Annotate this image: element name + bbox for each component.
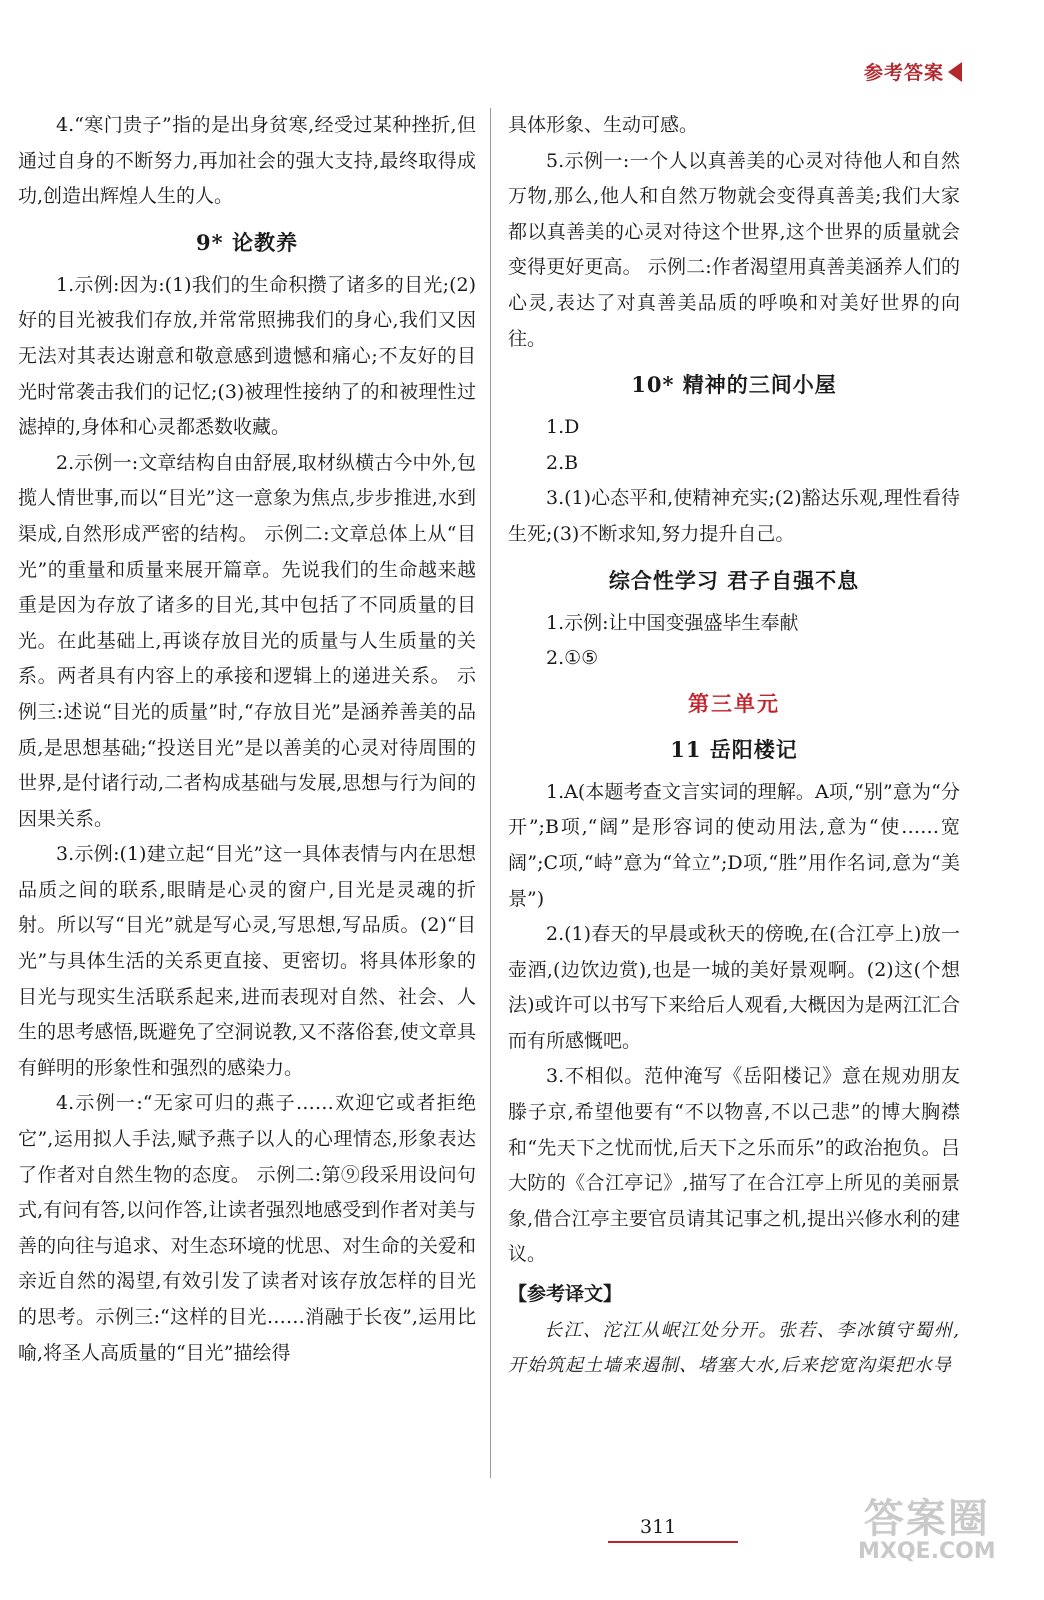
- left-column: [18, 108, 476, 1371]
- comprehensive-study-heading: 综合性学习 君子自强不息: [608, 567, 860, 593]
- answer-paragraph: 4.示例一:“无家可归的燕子……欢迎它或者拒绝它”,运用拟人手法,赋予燕子以人的心理情态,形象表达了作者对自然生物的态度。 示例二:第⑨段采用设问句式,有问有答,以问作答,让读者强烈地感受到作者对美与善的向往与追求、对生态环境的忧思、对生命的关爱和亲近自然的渴望,有效引发了读者对该存放怎样的目光的思考。示例三:“这样的目光……消融于长夜”,运用比喻,将圣人高质量的“目光”描绘得: [18, 1092, 476, 1364]
- lesson-heading-9: 9* 论教养: [196, 229, 298, 255]
- triangle-marker-icon: [948, 62, 962, 82]
- answer-paragraph: 1.示例:因为:(1)我们的生命积攒了诸多的目光;(2)好的目光被我们存放,并常常照拂我们的身心,我们又因无法对其表达谢意和敬意感到遗憾和痛心;不友好的目光时常袭击我们的记忆;(3)被理性接纳了的和被理性过滤掉的,身体和心灵都悉数收藏。: [18, 273, 476, 439]
- page-number-underline: [608, 1541, 738, 1543]
- watermark-url: MXQE.COM: [858, 1539, 996, 1564]
- answer-paragraph: 3.(1)心态平和,使精神充实;(2)豁达乐观,理性看待生死;(3)不断求知,努力提升自己。: [508, 487, 960, 545]
- lesson-heading-10: 10* 精神的三间小屋: [631, 372, 837, 398]
- column-divider: [490, 108, 491, 1478]
- page-header: [864, 58, 962, 85]
- watermark-logo: 答案圈: [863, 1496, 990, 1542]
- answer-paragraph: 1.A(本题考查文言实词的理解。A项,“别”意为“分开”;B项,“阔”是形容词的使动用法,意为“使……宽阔”;C项,“峙”意为“耸立”;D项,“胜”用作名词,意为“美景”): [508, 780, 960, 910]
- answer-paragraph: 具体形象、生动可感。: [508, 114, 699, 136]
- answer-paragraph: 3.示例:(1)建立起“目光”这一具体表情与内在思想品质之间的联系,眼睛是心灵的窗户,目光是灵魂的折射。所以写“目光”就是写心灵,写思想,写品质。(2)“目光”与具体生活的关系更直接、更密切。将具体形象的目光与现实生活联系起来,进而表现对自然、社会、人生的思考感悟,既避免了空洞说教,又不落俗套,使文章具有鲜明的形象性和强烈的感染力。: [18, 843, 476, 1079]
- answer-paragraph: 2.①⑤: [546, 647, 599, 670]
- answer-paragraph: 3.不相似。范仲淹写《岳阳楼记》意在规劝朋友滕子京,希望他要有“不以物喜,不以己悲”的博大胸襟和“先天下之忧而忧,后天下之乐而乐”的政治抱负。吕大防的《合江亭记》,描写了在合江亭上所见的美丽景象,借合江亭主要官员请其记事之机,提出兴修水利的建议。: [508, 1065, 960, 1266]
- translation-text: 长江、沱江从岷江处分开。张若、李冰镇守蜀州,开始筑起土墙来遏制、堵塞大水,后来挖宽沟渠把水导: [508, 1319, 960, 1377]
- watermark: [858, 1498, 996, 1563]
- right-column: [508, 108, 960, 1384]
- translation-label: 【参考译文】: [508, 1283, 623, 1306]
- answer-paragraph: 2.示例一:文章结构自由舒展,取材纵横古今中外,包揽人情世事,而以“目光”这一意象为焦点,步步推进,水到渠成,自然形成严密的结构。 示例二:文章总体上从“目光”的重量和质量来展开篇章。先说我们的生命越来越重是因为存放了诸多的目光,其中包括了不同质量的目光。在此基础上,再谈存放目光的质量与人生质量的关系。两者具有内容上的承接和逻辑上的递进关系。 示例三:述说“目光的质量”时,“存放目光”是涵养善美的品质,是思想基础;“投送目光”是以善美的心灵对待周围的世界,是付诸行动,二者构成基础与发展,思想与行为间的因果关系。: [18, 451, 476, 830]
- answer-paragraph: 2.(1)春天的早晨或秋天的傍晚,在(合江亭上)放一壶酒,(边饮边赏),也是一城的美好景观啊。(2)这(个想法)或许可以书写下来给后人观看,大概因为是两江汇合而有所感慨吧。: [508, 923, 960, 1052]
- answer-paragraph: 1.示例:让中国变强盛毕生奉献: [546, 611, 799, 634]
- header-title: 参考答案: [863, 62, 944, 84]
- answer-paragraph: 4.“寒门贵子”指的是出身贫寒,经受过某种挫折,但通过自身的不断努力,再加社会的强大支持,最终取得成功,创造出辉煌人生的人。: [18, 114, 476, 208]
- lesson-heading-11: 11 岳阳楼记: [670, 736, 798, 762]
- answer-paragraph: 1.D: [546, 416, 580, 439]
- answer-paragraph: 2.B: [546, 451, 579, 474]
- page-number: 311: [640, 1516, 677, 1538]
- unit-title: 第三单元: [688, 691, 780, 716]
- answer-paragraph: 5.示例一:一个人以真善美的心灵对待他人和自然万物,那么,他人和自然万物就会变得真善美;我们大家都以真善美的心灵对待这个世界,这个世界的质量就会变得更好更高。 示例二:作者渴望用真善美涵养人们的心灵,表达了对真善美品质的呼唤和对美好世界的向往。: [508, 149, 960, 350]
